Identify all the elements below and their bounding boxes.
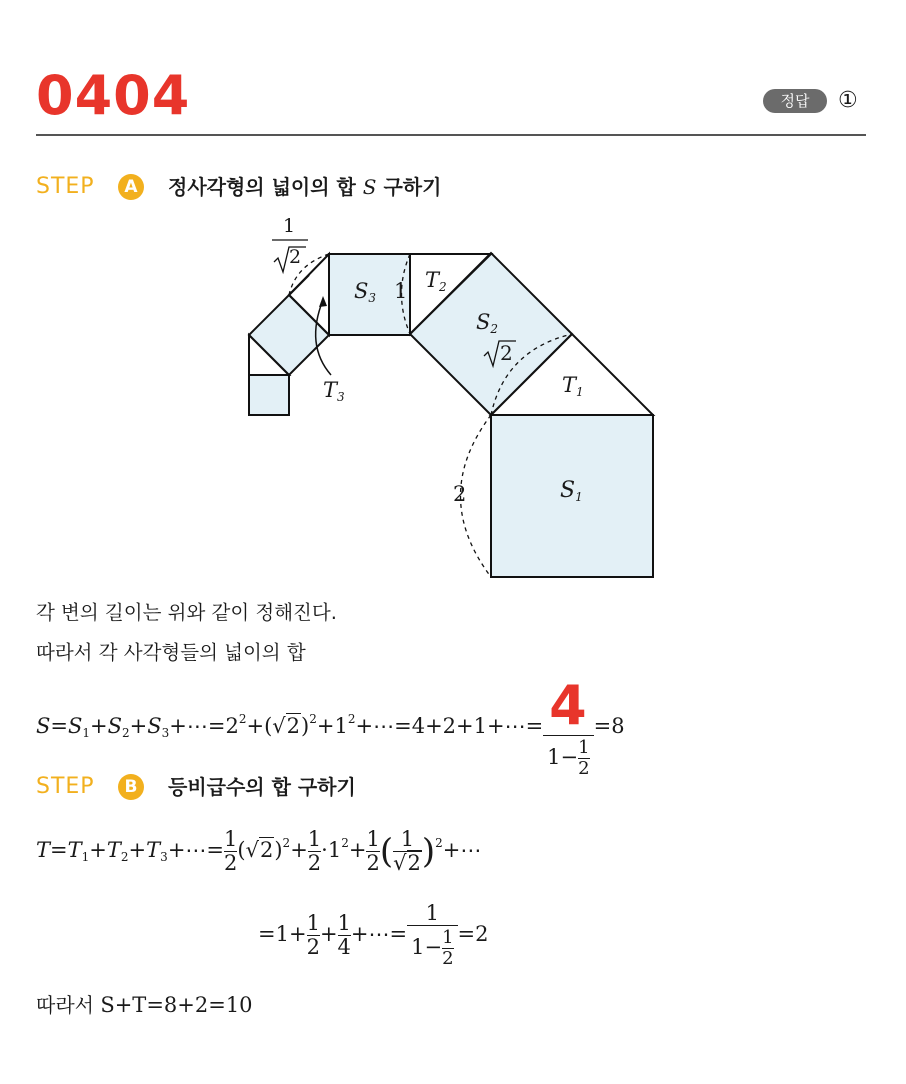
- label-s1-letter: S: [560, 478, 576, 503]
- eq-s-frac: [543, 676, 593, 779]
- label-one: 1: [394, 279, 408, 303]
- text-line-1: 각 변의 길이는 위와 같이 정해진다.: [36, 601, 337, 624]
- eq-s-num: 4: [549, 674, 588, 737]
- label-t2: [425, 268, 447, 294]
- eq-t-num: 1: [425, 901, 440, 925]
- label-s2-letter: S: [476, 310, 491, 334]
- eq-t-frac: [407, 902, 457, 969]
- eq-t-den-pre: 1−: [411, 934, 443, 959]
- label-t2-sub: 2: [439, 280, 447, 294]
- conclusion: [36, 990, 253, 1020]
- answer-choice: ①: [838, 88, 858, 113]
- equation-t-line-2: =1+ $\frac{1}{2}$ + $\frac{1}{4}$ +⋯= 1 1− $\frac{1}{2}$ =2: [258, 901, 489, 969]
- label-t3-letter: T: [323, 378, 338, 402]
- conclusion-pre: 따라서: [36, 993, 101, 1017]
- label-t3: [323, 378, 345, 404]
- label-t1-letter: T: [562, 373, 577, 397]
- equation-t-line-1: $T=T_1+T_2+T_3+\cdots=$ $\frac{1}{2}$ $(√2)^2+$ $\frac{1}{2}$ $\cdot 1^2+$ $\frac{1}{2}$ ( $\frac{1}{√2}$ )$^2$+⋯: [36, 827, 482, 876]
- label-s2: [476, 310, 498, 336]
- step-a-label: STEP: [36, 174, 95, 199]
- step-a-title-pre: 정사각형의 넓이의 합: [168, 175, 363, 199]
- eq-s-den-num: 1: [578, 737, 590, 759]
- problem-number: 0404: [36, 64, 191, 127]
- label-s1: [560, 478, 583, 504]
- step-a-circle: A: [118, 174, 144, 200]
- conclusion-expr: S+T=8+2=10: [100, 993, 253, 1017]
- equation-s: $S=S_1+S_2+S_3+\cdots=2^2+(√2)^2+1^2+\cdots=4+2+1+\cdots=$ 4 1− $\frac{1}{2}$ =8: [36, 674, 625, 780]
- eq-s-den: [543, 735, 593, 779]
- eq-s-rest: =4+2+1+⋯=: [394, 714, 544, 738]
- label-s3-letter: S: [354, 279, 369, 303]
- eq-t-result: =2: [457, 921, 489, 946]
- label-s3: [354, 279, 376, 305]
- label-t3-sub: 3: [337, 390, 345, 404]
- eq-s-den-den: 2: [578, 758, 590, 780]
- square-s5: [249, 375, 289, 415]
- frac-num-top: 1: [283, 215, 296, 237]
- eq-t-den: [407, 925, 457, 969]
- answer-badge: 정답: [763, 89, 827, 113]
- step-a-title-post: 구하기: [376, 175, 442, 199]
- step-b-circle: B: [118, 774, 144, 800]
- frac-den-top: 2: [289, 246, 302, 268]
- label-t1-sub: 1: [576, 385, 584, 399]
- label-two: 2: [453, 482, 467, 506]
- square-s4: [249, 295, 329, 375]
- label-t2-letter: T: [425, 268, 440, 292]
- eq-s-den-pre: 1−: [547, 745, 579, 770]
- label-s1-sub: 1: [575, 490, 583, 504]
- label-s2-sub: 2: [490, 322, 499, 336]
- eq-t-tail: +⋯: [442, 838, 482, 863]
- label-s3-sub: 3: [368, 291, 377, 305]
- step-b-title: 등비급수의 합 구하기: [168, 775, 356, 799]
- eq-s-lhs: S=S: [36, 714, 83, 738]
- label-sqrt2: 2: [500, 341, 513, 365]
- step-a-title-var: S: [362, 175, 377, 199]
- eq-t-den-num: 1: [442, 927, 454, 949]
- eq-t-line2-pre: =1+: [258, 921, 307, 946]
- step-b-label: STEP: [36, 774, 95, 799]
- eq-t-line2-mid: +⋯=: [350, 921, 408, 946]
- t3-arrowhead: [319, 296, 327, 307]
- eq-s-result: =8: [593, 714, 625, 738]
- label-t1: [562, 373, 584, 399]
- eq-t-den-den: 2: [442, 947, 454, 969]
- text-line-2: 따라서 각 사각형들의 넓이의 합: [36, 641, 306, 664]
